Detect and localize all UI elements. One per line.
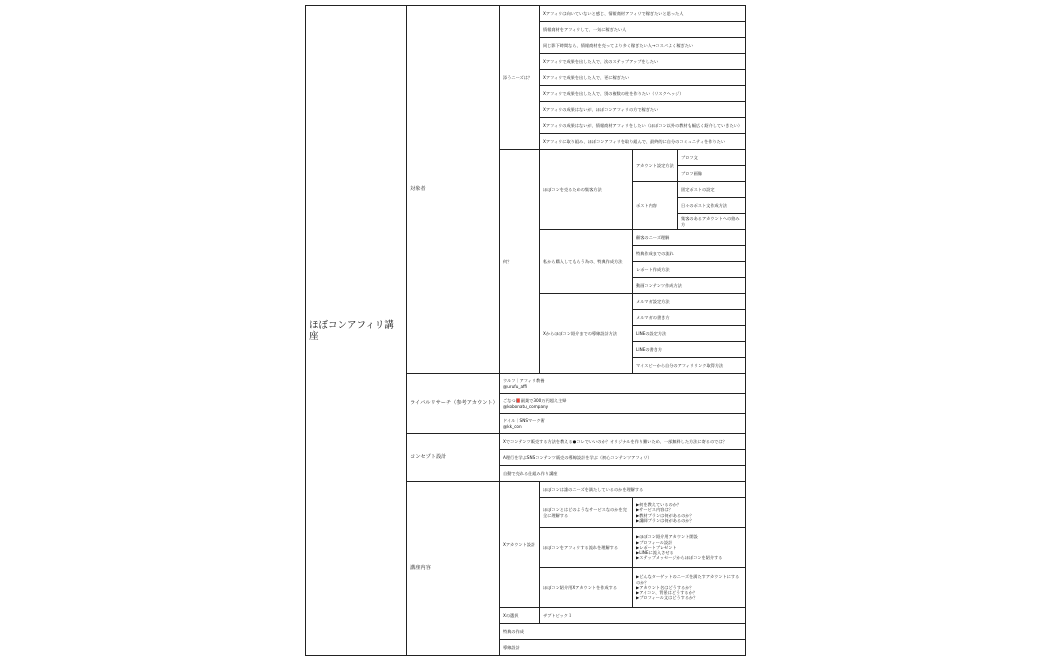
needs-item: Xアフィリの成果はないが、情報商材アフィリをしたい（ほぼコン以外の教材も幅広く紹介していきたい） [539,117,746,134]
needs-item: Xアフィリの成果はないが、ほぼコンアフィリの方で稼ぎたい [539,101,746,118]
what-detail-item: 固定ポストの設定 [677,181,746,198]
what-detail-item: 集客のあるアカウントへの絡み方 [677,213,746,230]
what-item: 動画コンテンツ作成方法 [632,277,746,294]
what-sub-label: ポスト内容 [632,181,678,230]
course-step-detail: ▶ほぼコン紹介用アカウント開設 ▶プロフィール設計 ▶レポートプレゼント ▶LINEに流入させる ▶ステップメッセージからほぼコンを紹介する [632,527,746,568]
x-select-value: ザブトピック１ [539,607,746,624]
rival-account: ドイル｜SNSマーク術 @kk_con [499,413,746,434]
what-detail-item: プロフ画像 [677,165,746,182]
course-step: ほぼコン紹介用Xアカウントを作成する [539,567,633,608]
needs-item: Xアフィリで成果を出した人で、更に稼ぎたい [539,69,746,86]
course-step-detail: ▶どんなターゲットのニーズを満たすアカウントにするのか？ ▶アカウント名はどうするか？ ▶アイコン、背景はどうするか？ ▶プロフィール文はどうするか？ [632,567,746,608]
needs-item: Xアフィリで成果を出した人で、次のステップアップをしたい [539,53,746,70]
needs-item: 同じ影下時間なら、情報商材を売ってより多く稼ぎたい人→コスパよく稼ぎたい [539,37,746,54]
concept-item: Xでコンテンツ販売する方法を教える●コレでいいのか？オリジナルを作り難いため、一部無料した方法に寄るのでは？ [499,433,746,450]
what-item: 特典作成までの流れ [632,245,746,262]
what-item: LINEの書き方 [632,341,746,358]
concept-label: コンセプト設計 [406,433,500,482]
what-group-label: ほぼコンを売るための集客方法 [539,149,633,230]
what-item: メルマガ設定方法 [632,293,746,310]
concept-item: 自動で売れる仕組み作り講座 [499,465,746,482]
what-detail-item: 日々のポスト文作成方法 [677,197,746,214]
rival-label: ライバルリサーチ（参考アカウント） [406,373,500,434]
concept-item: A理行を学ぶSNSコンテンツ販売の導線設計を学ぶ（初心コンテンツアフィリ） [499,449,746,466]
what-item: マイスピーから自分のアフィリリンク取得方法 [632,357,746,374]
what-item: LINEの設定方法 [632,325,746,342]
needs-item: Xアフィリは向いていないと感じ、情報商材アフィリで稼ぎたいと思った人 [539,5,746,22]
needs-item: Xアフィリに取り組み、ほぼコンアフィリを取り組んで、最終的に自分のコミュニティを作りたい [539,133,746,150]
what-item: レポート作成方法 [632,261,746,278]
what-group-label: 私から購入してもらう為の、特典作成方法 [539,229,633,294]
root-title: ほぼコンアフィリ講座 [305,5,407,656]
needs-item: Xアフィリで成果を出した人で、別の複数の柱を作りたい（リスクヘッジ） [539,85,746,102]
what-detail-item: プロフ文 [677,149,746,166]
rival-account: ウルフ｜アフィリ教養 @urufu_affi [499,373,746,394]
tokuten-item: 特典の作成 [499,623,746,640]
x-account-label: Xアカウント設計 [499,481,540,608]
course-step-detail: ▶何を教えているのか？ ▶サービス内容は？ ▶教材プランは何があるのか？ ▶講師プランは何があるのか？ [632,497,746,528]
course-step: ほぼコンは誰のニーズを満たしているのかを理解する [539,481,746,498]
what-item: メルマガの書き方 [632,309,746,326]
what-item: 顧客のニーズ理解 [632,229,746,246]
target-label: 対象者 [406,5,500,374]
what-sub-label: アカウント設定方法 [632,149,678,182]
what-label: 何？ [499,149,540,374]
needs-label: 添うニーズは？ [499,5,540,150]
course-step: ほぼコンをアフィリする流れを理解する [539,527,633,568]
needs-item: 情報商材をアフィリして、一気に稼ぎたい人 [539,21,746,38]
rival-account: ごなつ📕副業で300万円超え主婦 @kobonatu_company [499,393,746,414]
doshen-item: 導線設計 [499,639,746,656]
course-label: 講座内容 [406,481,500,656]
course-step: ほぼコンとはどのようなサービスなのかを完全に理解する [539,497,633,528]
what-group-label: Xからほぼコン紹介までの導線設計方法 [539,293,633,374]
x-select-label: Xの選択 [499,607,540,624]
